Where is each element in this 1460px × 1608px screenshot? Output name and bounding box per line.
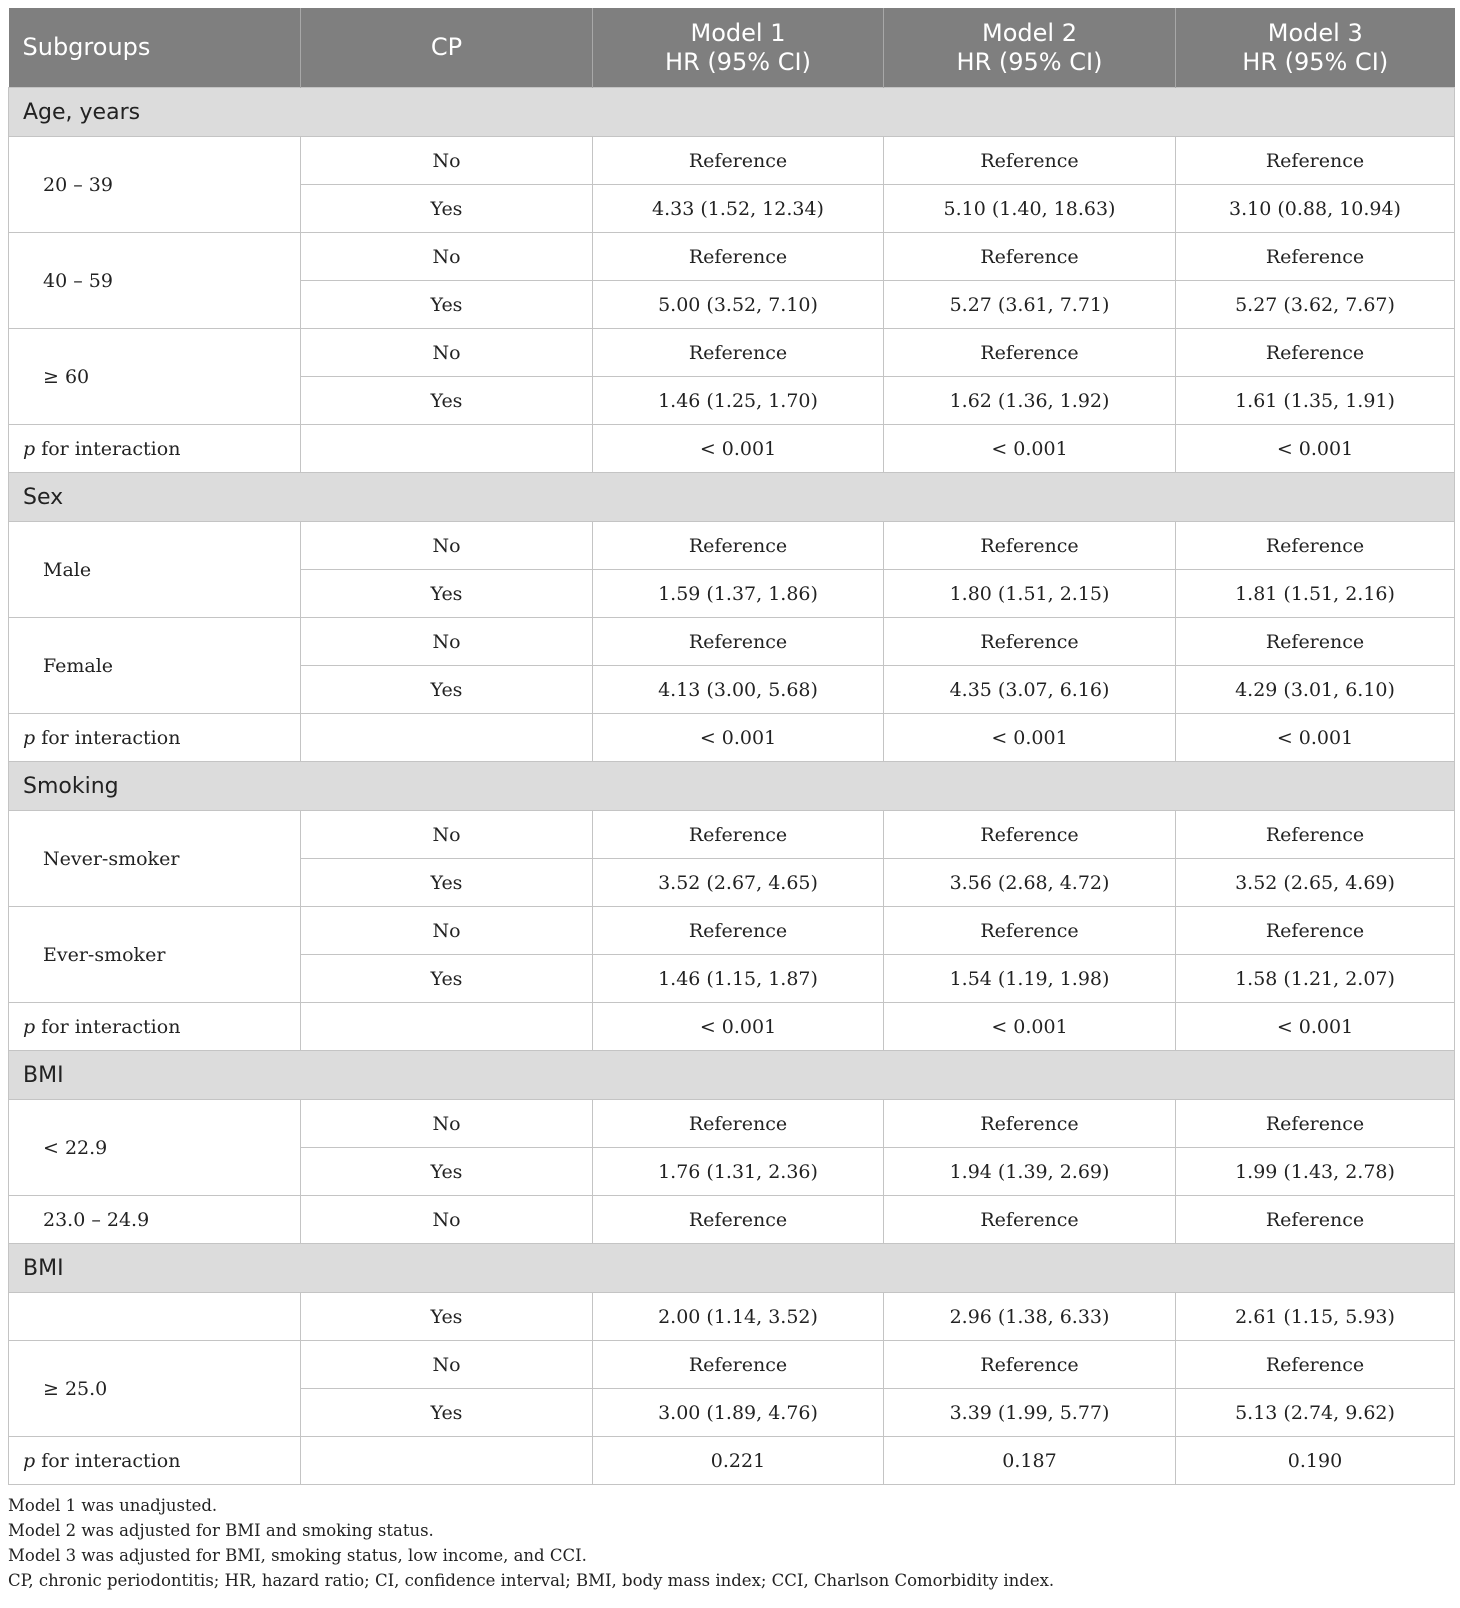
model-3-cell: Reference xyxy=(1176,811,1455,859)
cp-cell xyxy=(301,1003,593,1051)
section-row-sex xyxy=(9,473,1455,522)
table-header-row xyxy=(9,8,1455,88)
table-footnotes xyxy=(8,1493,1454,1593)
cp-cell: Yes xyxy=(301,281,593,329)
table-row xyxy=(9,618,1455,666)
model-3-cell: < 0.001 xyxy=(1176,425,1455,473)
p-symbol: p xyxy=(23,1449,36,1472)
footnote: Model 2 was adjusted for BMI and smoking status. xyxy=(8,1521,434,1540)
hr-table-container xyxy=(8,8,1454,1593)
model-3-cell: 3.10 (0.88, 10.94) xyxy=(1176,185,1455,233)
subgroup-label: 40 – 59 xyxy=(9,233,301,329)
model-3-cell: Reference xyxy=(1176,618,1455,666)
model-1-cell: Reference xyxy=(593,1100,884,1148)
cp-cell: Yes xyxy=(301,666,593,714)
cp-cell: No xyxy=(301,137,593,185)
model-1-cell: 5.00 (3.52, 7.10) xyxy=(593,281,884,329)
subgroup-label: Male xyxy=(9,522,301,618)
p-interaction-row xyxy=(9,1003,1455,1051)
cp-cell: Yes xyxy=(301,1389,593,1437)
model-3-cell: Reference xyxy=(1176,1196,1455,1244)
model-2-cell: 0.187 xyxy=(884,1437,1176,1485)
model-2-cell: Reference xyxy=(884,1100,1176,1148)
model-2-cell: < 0.001 xyxy=(884,1003,1176,1051)
model-1-cell: 4.13 (3.00, 5.68) xyxy=(593,666,884,714)
model-1-cell: Reference xyxy=(593,522,884,570)
cp-cell xyxy=(301,425,593,473)
section-row-bmi xyxy=(9,1051,1455,1100)
cp-cell: No xyxy=(301,329,593,377)
model-3-cell: 1.61 (1.35, 1.91) xyxy=(1176,377,1455,425)
p-interaction-text: for interaction xyxy=(35,1449,181,1472)
cp-cell: No xyxy=(301,618,593,666)
model-3-cell: 1.81 (1.51, 2.16) xyxy=(1176,570,1455,618)
model-2-cell: 1.54 (1.19, 1.98) xyxy=(884,955,1176,1003)
model-3-cell: 4.29 (3.01, 6.10) xyxy=(1176,666,1455,714)
header-model-3-sub: HR (95% CI) xyxy=(1242,47,1389,76)
cp-cell: Yes xyxy=(301,955,593,1003)
model-1-cell: Reference xyxy=(593,137,884,185)
subgroup-label: Female xyxy=(9,618,301,714)
model-2-cell: Reference xyxy=(884,233,1176,281)
model-3-cell: 0.190 xyxy=(1176,1437,1455,1485)
p-interaction-text: for interaction xyxy=(35,437,181,460)
header-subgroups: Subgroups xyxy=(9,8,301,88)
cp-cell: No xyxy=(301,1341,593,1389)
subgroup-label: 20 – 39 xyxy=(9,137,301,233)
header-model-2-title: Model 2 xyxy=(982,18,1077,47)
p-interaction-label xyxy=(9,425,301,473)
model-1-cell: 2.00 (1.14, 3.52) xyxy=(593,1293,884,1341)
model-3-cell: Reference xyxy=(1176,137,1455,185)
p-interaction-text: for interaction xyxy=(35,1015,181,1038)
subgroup-label: 23.0 – 24.9 xyxy=(9,1196,301,1244)
cp-cell: Yes xyxy=(301,377,593,425)
table-row xyxy=(9,1196,1455,1244)
model-1-cell: Reference xyxy=(593,1196,884,1244)
cp-cell: Yes xyxy=(301,1293,593,1341)
subgroup-label: Ever-smoker xyxy=(9,907,301,1003)
subgroup-hr-table xyxy=(8,8,1455,1485)
p-interaction-label xyxy=(9,1437,301,1485)
model-2-cell: Reference xyxy=(884,522,1176,570)
model-2-cell: Reference xyxy=(884,907,1176,955)
section-title: Sex xyxy=(9,473,1455,522)
subgroup-label xyxy=(9,1293,301,1341)
model-3-cell: Reference xyxy=(1176,907,1455,955)
model-1-cell: Reference xyxy=(593,907,884,955)
model-2-cell: 1.94 (1.39, 2.69) xyxy=(884,1148,1176,1196)
footnote: Model 1 was unadjusted. xyxy=(8,1496,218,1515)
model-2-cell: 3.56 (2.68, 4.72) xyxy=(884,859,1176,907)
model-1-cell: Reference xyxy=(593,1341,884,1389)
model-2-cell: 3.39 (1.99, 5.77) xyxy=(884,1389,1176,1437)
p-interaction-row xyxy=(9,425,1455,473)
footnote: CP, chronic periodontitis; HR, hazard ratio; CI, confidence interval; BMI, body mass index; CCI, Charlson Comorbidity index. xyxy=(8,1571,1055,1590)
model-3-cell: 3.52 (2.65, 4.69) xyxy=(1176,859,1455,907)
footnote: Model 3 was adjusted for BMI, smoking status, low income, and CCI. xyxy=(8,1546,587,1565)
model-1-cell: 0.221 xyxy=(593,1437,884,1485)
header-model-1-title: Model 1 xyxy=(690,18,786,47)
model-3-cell: 5.13 (2.74, 9.62) xyxy=(1176,1389,1455,1437)
subgroup-label: ≥ 25.0 xyxy=(9,1341,301,1437)
model-3-cell: < 0.001 xyxy=(1176,1003,1455,1051)
model-1-cell: 4.33 (1.52, 12.34) xyxy=(593,185,884,233)
table-row xyxy=(9,233,1455,281)
model-1-cell: < 0.001 xyxy=(593,714,884,762)
cp-cell xyxy=(301,714,593,762)
model-1-cell: Reference xyxy=(593,618,884,666)
section-title: BMI xyxy=(9,1244,1455,1293)
subgroup-label: ≥ 60 xyxy=(9,329,301,425)
model-1-cell: 1.76 (1.31, 2.36) xyxy=(593,1148,884,1196)
model-2-cell: Reference xyxy=(884,618,1176,666)
subgroup-label: < 22.9 xyxy=(9,1100,301,1196)
model-2-cell: Reference xyxy=(884,811,1176,859)
model-1-cell: 1.46 (1.15, 1.87) xyxy=(593,955,884,1003)
header-cp: CP xyxy=(301,8,593,88)
model-2-cell: < 0.001 xyxy=(884,425,1176,473)
model-3-cell: 2.61 (1.15, 5.93) xyxy=(1176,1293,1455,1341)
p-symbol: p xyxy=(23,437,36,460)
p-interaction-row xyxy=(9,1437,1455,1485)
cp-cell: No xyxy=(301,1100,593,1148)
cp-cell: No xyxy=(301,811,593,859)
model-3-cell: 1.99 (1.43, 2.78) xyxy=(1176,1148,1455,1196)
model-3-cell: Reference xyxy=(1176,1100,1455,1148)
section-title: Age, years xyxy=(9,88,1455,137)
section-row-smoking xyxy=(9,762,1455,811)
p-symbol: p xyxy=(23,726,36,749)
cp-cell: No xyxy=(301,522,593,570)
section-title: BMI xyxy=(9,1051,1455,1100)
model-1-cell: 3.00 (1.89, 4.76) xyxy=(593,1389,884,1437)
p-interaction-label xyxy=(9,714,301,762)
p-interaction-row xyxy=(9,714,1455,762)
table-row xyxy=(9,811,1455,859)
cp-cell: Yes xyxy=(301,570,593,618)
p-interaction-text: for interaction xyxy=(35,726,181,749)
model-3-cell: Reference xyxy=(1176,522,1455,570)
model-2-cell: Reference xyxy=(884,329,1176,377)
model-3-cell: 1.58 (1.21, 2.07) xyxy=(1176,955,1455,1003)
header-model-1 xyxy=(593,8,884,88)
model-2-cell: 1.62 (1.36, 1.92) xyxy=(884,377,1176,425)
model-3-cell: Reference xyxy=(1176,329,1455,377)
model-1-cell: 1.59 (1.37, 1.86) xyxy=(593,570,884,618)
header-model-1-sub: HR (95% CI) xyxy=(665,47,811,76)
model-1-cell: < 0.001 xyxy=(593,1003,884,1051)
model-2-cell: 5.27 (3.61, 7.71) xyxy=(884,281,1176,329)
model-1-cell: < 0.001 xyxy=(593,425,884,473)
model-2-cell: Reference xyxy=(884,137,1176,185)
model-2-cell: 5.10 (1.40, 18.63) xyxy=(884,185,1176,233)
model-1-cell: 1.46 (1.25, 1.70) xyxy=(593,377,884,425)
cp-cell: Yes xyxy=(301,1148,593,1196)
model-3-cell: < 0.001 xyxy=(1176,714,1455,762)
header-model-3 xyxy=(1176,8,1455,88)
model-2-cell: 4.35 (3.07, 6.16) xyxy=(884,666,1176,714)
model-2-cell: 1.80 (1.51, 2.15) xyxy=(884,570,1176,618)
table-row xyxy=(9,1341,1455,1389)
section-row-age xyxy=(9,88,1455,137)
header-model-2 xyxy=(884,8,1176,88)
model-1-cell: Reference xyxy=(593,811,884,859)
table-row xyxy=(9,522,1455,570)
model-1-cell: Reference xyxy=(593,329,884,377)
model-1-cell: 3.52 (2.67, 4.65) xyxy=(593,859,884,907)
cp-cell xyxy=(301,1437,593,1485)
model-3-cell: 5.27 (3.62, 7.67) xyxy=(1176,281,1455,329)
cp-cell: Yes xyxy=(301,185,593,233)
model-1-cell: Reference xyxy=(593,233,884,281)
header-model-3-title: Model 3 xyxy=(1267,18,1363,47)
p-interaction-label xyxy=(9,1003,301,1051)
model-3-cell: Reference xyxy=(1176,233,1455,281)
model-3-cell: Reference xyxy=(1176,1341,1455,1389)
model-2-cell: Reference xyxy=(884,1196,1176,1244)
table-row xyxy=(9,329,1455,377)
table-row xyxy=(9,907,1455,955)
section-title: Smoking xyxy=(9,762,1455,811)
cp-cell: Yes xyxy=(301,859,593,907)
subgroup-label: Never-smoker xyxy=(9,811,301,907)
table-row xyxy=(9,137,1455,185)
cp-cell: No xyxy=(301,907,593,955)
cp-cell: No xyxy=(301,233,593,281)
table-row xyxy=(9,1100,1455,1148)
header-model-2-sub: HR (95% CI) xyxy=(956,47,1103,76)
model-2-cell: Reference xyxy=(884,1341,1176,1389)
p-symbol: p xyxy=(23,1015,36,1038)
section-row-bmi-continued xyxy=(9,1244,1455,1293)
cp-cell: No xyxy=(301,1196,593,1244)
model-2-cell: < 0.001 xyxy=(884,714,1176,762)
model-2-cell: 2.96 (1.38, 6.33) xyxy=(884,1293,1176,1341)
table-row xyxy=(9,1293,1455,1341)
